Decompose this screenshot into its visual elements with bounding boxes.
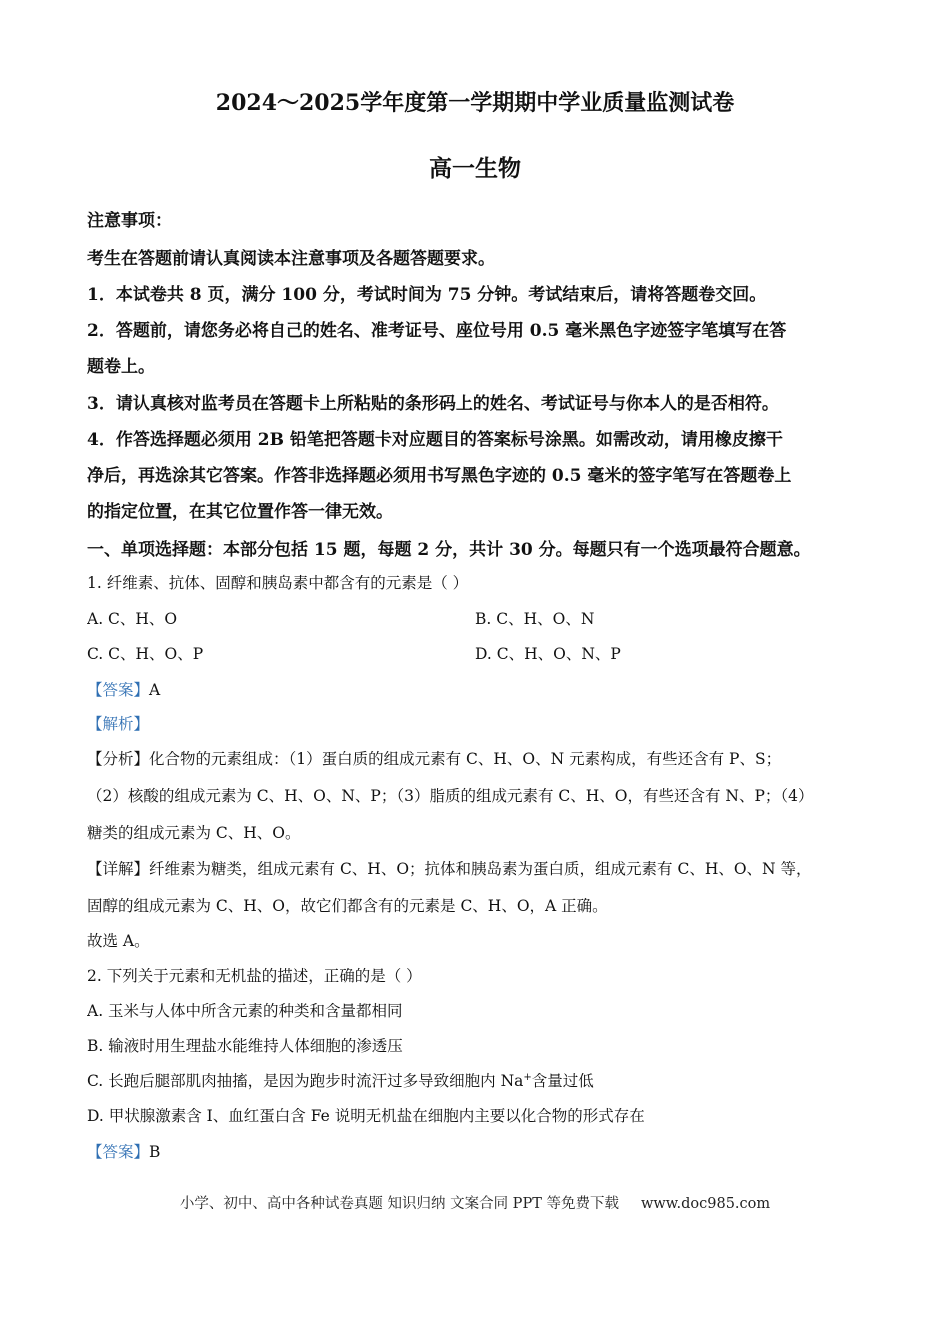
fenxi-text-1: 化合物的元素组成：（1）蛋白质的组成元素有 C、H、O、N 元素构成，有些还含有 P、S； [149,750,782,768]
q2-answer [87,1140,877,1162]
notice-item-2: 2．答题前，请您务必将自己的姓名、准考证号、座位号用 0.5 毫米黑色字迹签字笔填写在答 [87,321,787,341]
xiangjie-tag: 【详解】 [87,860,150,878]
fenxi-tag: 【分析】 [87,750,150,768]
exam-subject: 高一生物 [429,155,521,182]
q2-option-d: D. 甲状腺激素含 I、血红蛋白含 Fe 说明无机盐在细胞内主要以化合物的形式存在 [87,1107,645,1125]
q1-answer [87,678,877,700]
section-heading: 一、单项选择题：本部分包括 15 题，每题 2 分，共计 30 分。每题只有一个选项最符合题意。 [87,540,811,560]
q1-option-d: D. C、H、O、N、P [475,645,621,663]
q1-fenxi-line-3: 糖类的组成元素为 C、H、O。 [87,824,301,842]
q2-option-c [87,1069,877,1091]
q1-xiangjie-line-2: 固醇的组成元素为 C、H、O，故它们都含有的元素是 C、H、O，A 正确。 [87,897,608,915]
analysis-tag: 【解析】 [87,715,150,733]
answer-value: B [149,1143,161,1161]
notice-item-3: 3．请认真核对监考员在答题卡上所粘贴的条形码上的姓名、考试证号与你本人的是否相符。 [87,394,779,414]
q1-option-c: C. C、H、O、P [87,645,204,663]
notice-item-4-cont2: 的指定位置，在其它位置作答一律无效。 [87,502,393,522]
answer-tag: 【答案】 [87,681,150,699]
q1-xiangjie-line-1 [87,857,877,879]
xiangjie-text-1: 纤维素为糖类，组成元素有 C、H、O；抗体和胰岛素为蛋白质，组成元素有 C、H、O、N 等， [149,860,812,878]
q1-analysis-heading [87,712,877,734]
page-footer [0,1192,950,1213]
notice-item-2-cont: 题卷上。 [87,357,155,377]
exam-title: 2024～2025学年度第一学期期中学业质量监测试卷 [215,90,735,116]
q2-option-a: A. 玉米与人体中所含元素的种类和含量都相同 [87,1002,403,1020]
footer-text: 小学、初中、高中各种试卷真题 知识归纳 文案合同 PPT 等免费下载 [179,1196,619,1212]
q1-fenxi-line-1 [87,747,877,769]
q2-option-c-text-end: 含量过低 [531,1072,594,1090]
footer-url: www.doc985.com [640,1196,771,1212]
q2-stem: 2. 下列关于元素和无机盐的描述，正确的是（ ） [87,967,422,985]
q1-stem: 1. 纤维素、抗体、固醇和胰岛素中都含有的元素是（ ） [87,574,469,592]
q1-conclusion: 故选 A。 [87,932,150,950]
notice-item-4: 4．作答选择题必须用 2B 铅笔把答题卡对应题目的答案标号涂黑。如需改动，请用橡皮擦干 [87,430,783,450]
q2-option-b: B. 输液时用生理盐水能维持人体细胞的渗透压 [87,1037,403,1055]
q1-option-b: B. C、H、O、N [475,610,595,628]
notice-heading: 注意事项： [87,211,172,231]
notice-intro: 考生在答题前请认真阅读本注意事项及各题答题要求。 [87,249,495,269]
answer-tag: 【答案】 [87,1143,150,1161]
q2-option-c-superscript: + [523,1071,532,1083]
q1-fenxi-line-2: （2）核酸的组成元素为 C、H、O、N、P；（3）脂质的组成元素有 C、H、O，有些还含有 N、P；（4） [87,787,814,805]
q2-option-c-text: C. 长跑后腿部肌肉抽搐，是因为跑步时流汗过多导致细胞内 Na [87,1072,524,1090]
notice-item-4-cont1: 净后，再选涂其它答案。作答非选择题必须用书写黑色字迹的 0.5 毫米的签字笔写在答题卷上 [87,466,792,486]
answer-value: A [149,681,161,699]
notice-item-1: 1．本试卷共 8 页，满分 100 分，考试时间为 75 分钟。考试结束后，请将答题卷交回。 [87,285,767,305]
q1-option-a: A. C、H、O [87,610,178,628]
